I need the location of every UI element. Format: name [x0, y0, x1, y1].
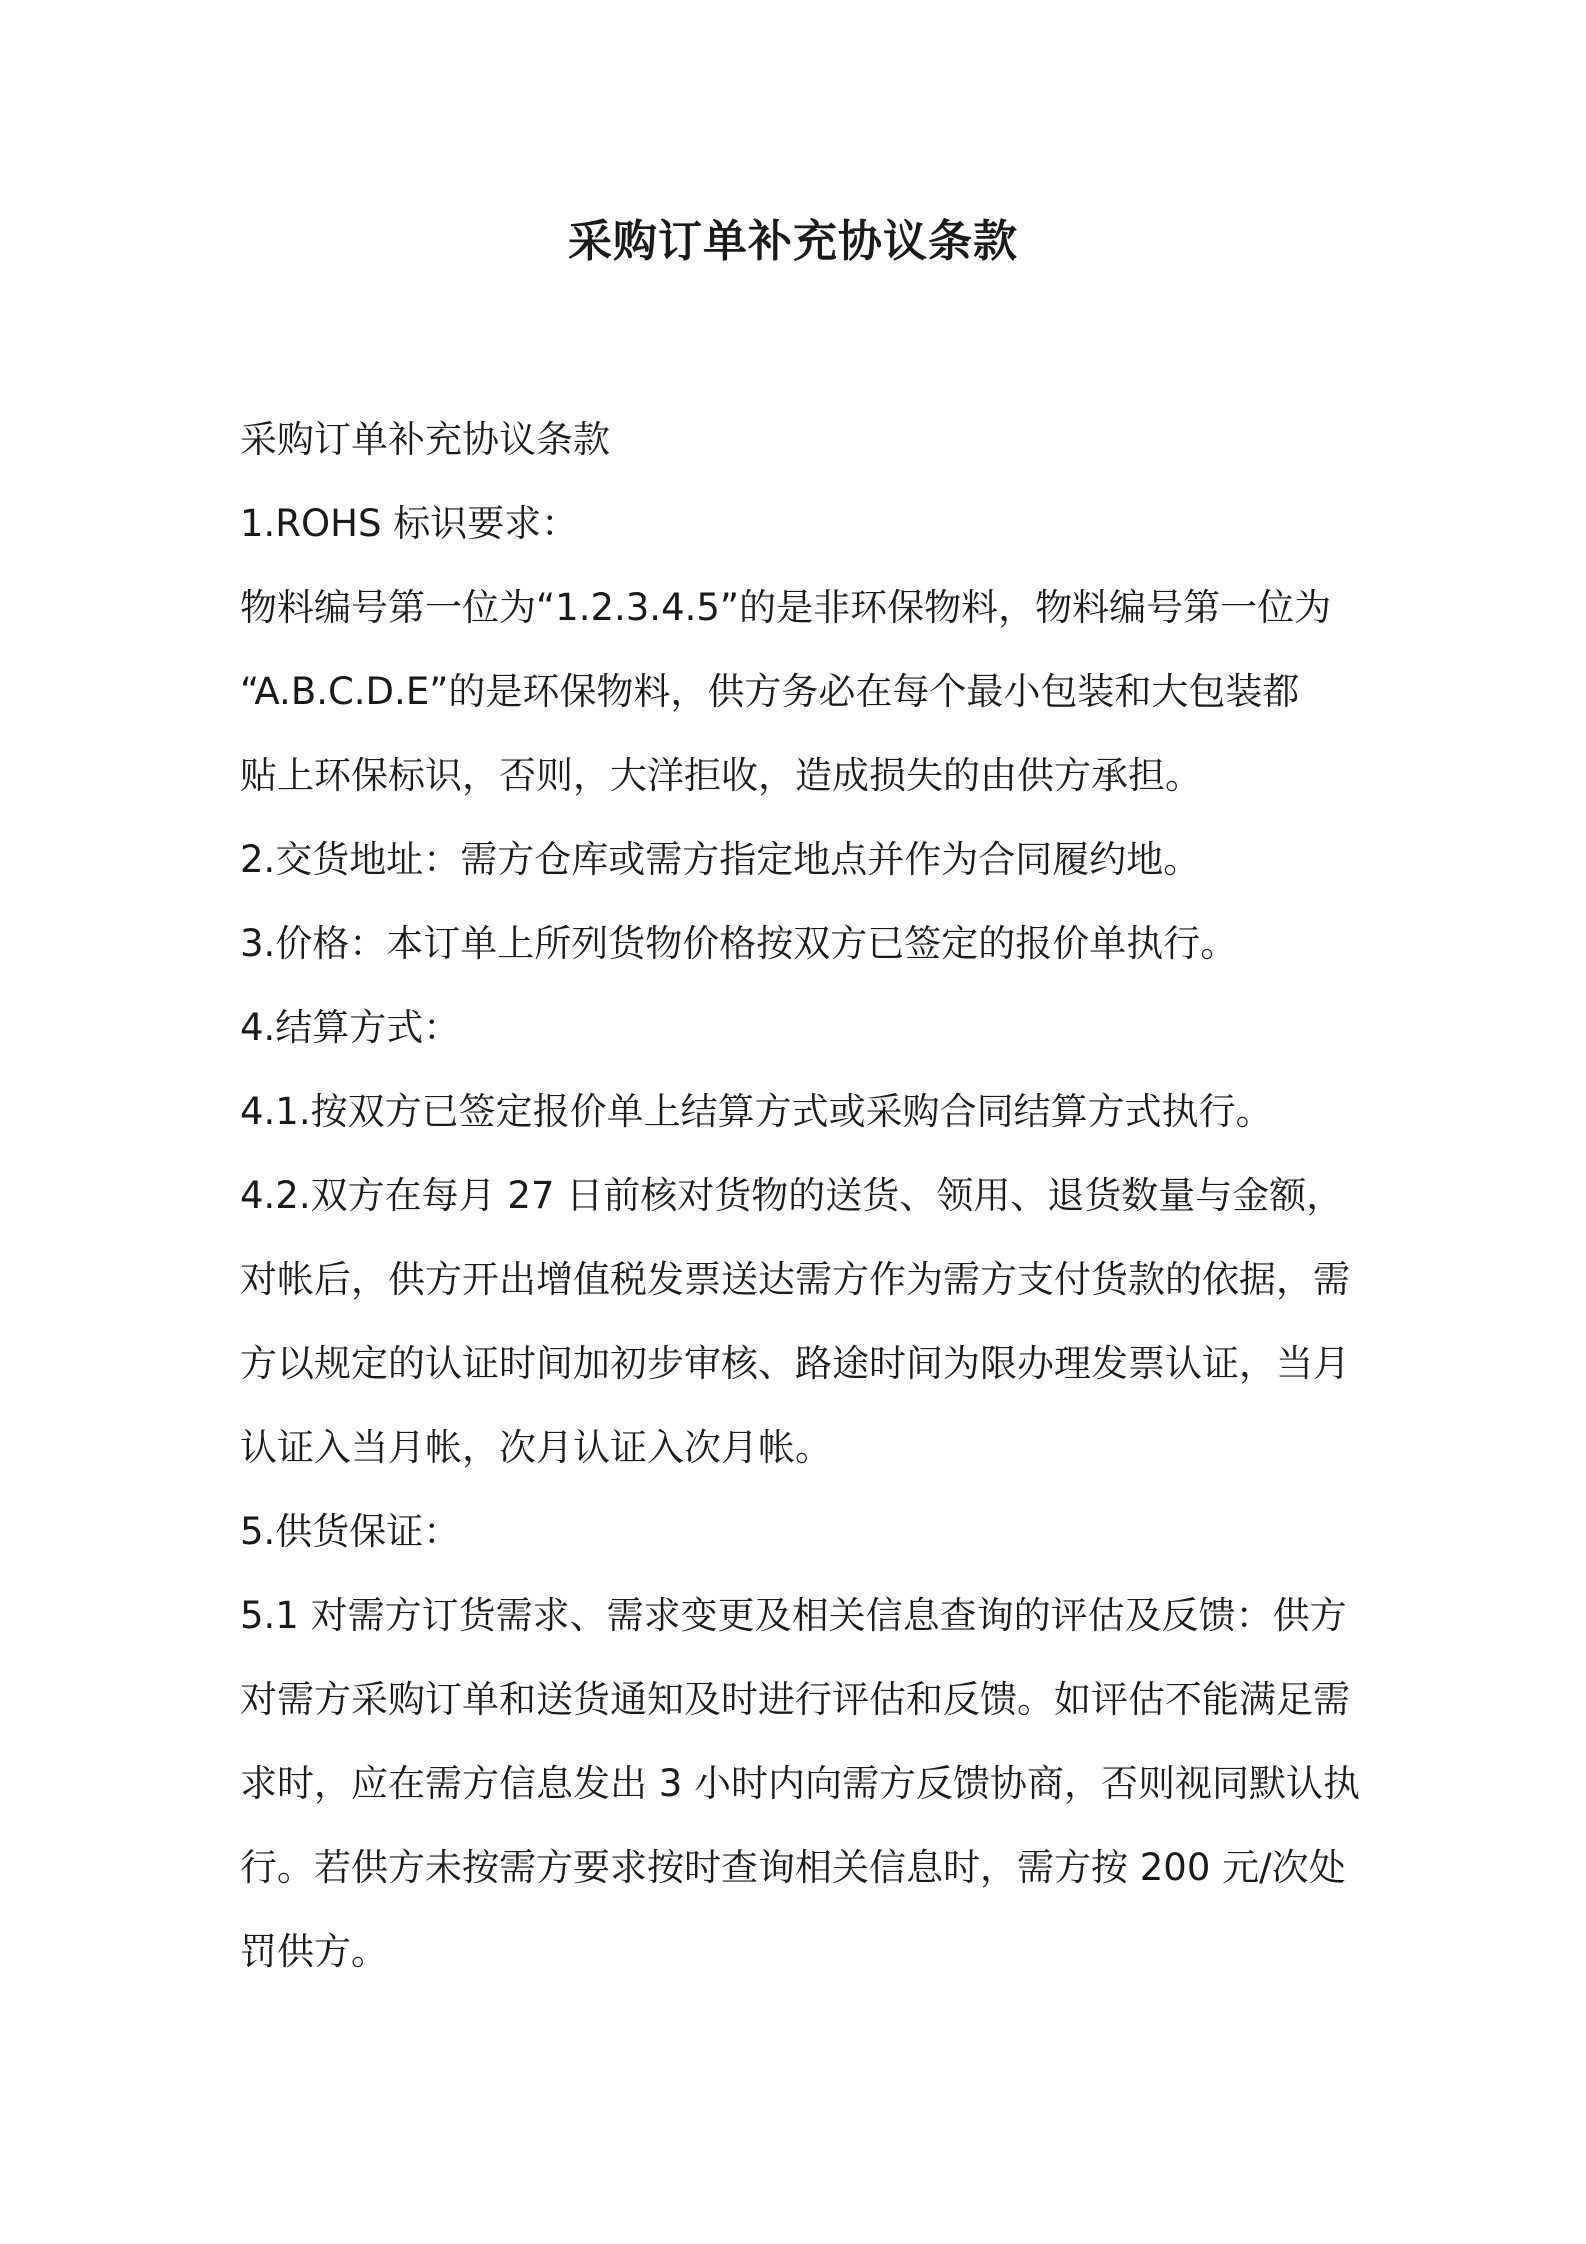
- body-line: 4.1.按双方已签定报价单上结算方式或采购合同结算方式执行。: [240, 1090, 1273, 1133]
- body-line: 认证入当月帐，次月认证入次月帐。: [240, 1426, 832, 1469]
- body-line: 5.1 对需方订货需求、需求变更及相关信息查询的评估及反馈：供方: [240, 1594, 1347, 1637]
- body-line: 对帐后，供方开出增值税发票送达需方作为需方支付货款的依据，需: [240, 1258, 1350, 1301]
- body-line: 4.2.双方在每月 27 日前核对货物的送货、领用、退货数量与金额，: [240, 1174, 1344, 1217]
- document-body: [240, 398, 1361, 1994]
- body-line: 对需方采购订单和送货通知及时进行评估和反馈。如评估不能满足需: [240, 1678, 1350, 1721]
- body-line: 4.结算方式：: [240, 1006, 461, 1049]
- body-line: 罚供方。: [240, 1930, 388, 1973]
- body-line: 贴上环保标识，否则，大洋拒收，造成损失的由供方承担。: [240, 754, 1202, 797]
- body-line: 方以规定的认证时间加初步审核、路途时间为限办理发票认证，当月: [240, 1342, 1350, 1385]
- body-line: 求时，应在需方信息发出 3 小时内向需方反馈协商，否则视同默认执: [240, 1762, 1361, 1805]
- body-line: 5.供货保证：: [240, 1510, 461, 1553]
- body-line: 行。若供方未按需方要求按时查询相关信息时，需方按 200 元/次处: [240, 1846, 1346, 1889]
- body-line: “A.B.C.D.E”的是环保物料，供方务必在每个最小包装和大包装都: [240, 670, 1300, 713]
- body-line: 3.价格：本订单上所列货物价格按双方已签定的报价单执行。: [240, 922, 1238, 965]
- document-title: 采购订单补充协议条款: [568, 216, 1018, 267]
- body-line: 2.交货地址：需方仓库或需方指定地点并作为合同履约地。: [240, 838, 1201, 881]
- body-line: 物料编号第一位为“1.2.3.4.5”的是非环保物料，物料编号第一位为: [240, 586, 1332, 629]
- body-line: 1.ROHS 标识要求：: [240, 502, 579, 545]
- body-line: 采购订单补充协议条款: [240, 418, 610, 461]
